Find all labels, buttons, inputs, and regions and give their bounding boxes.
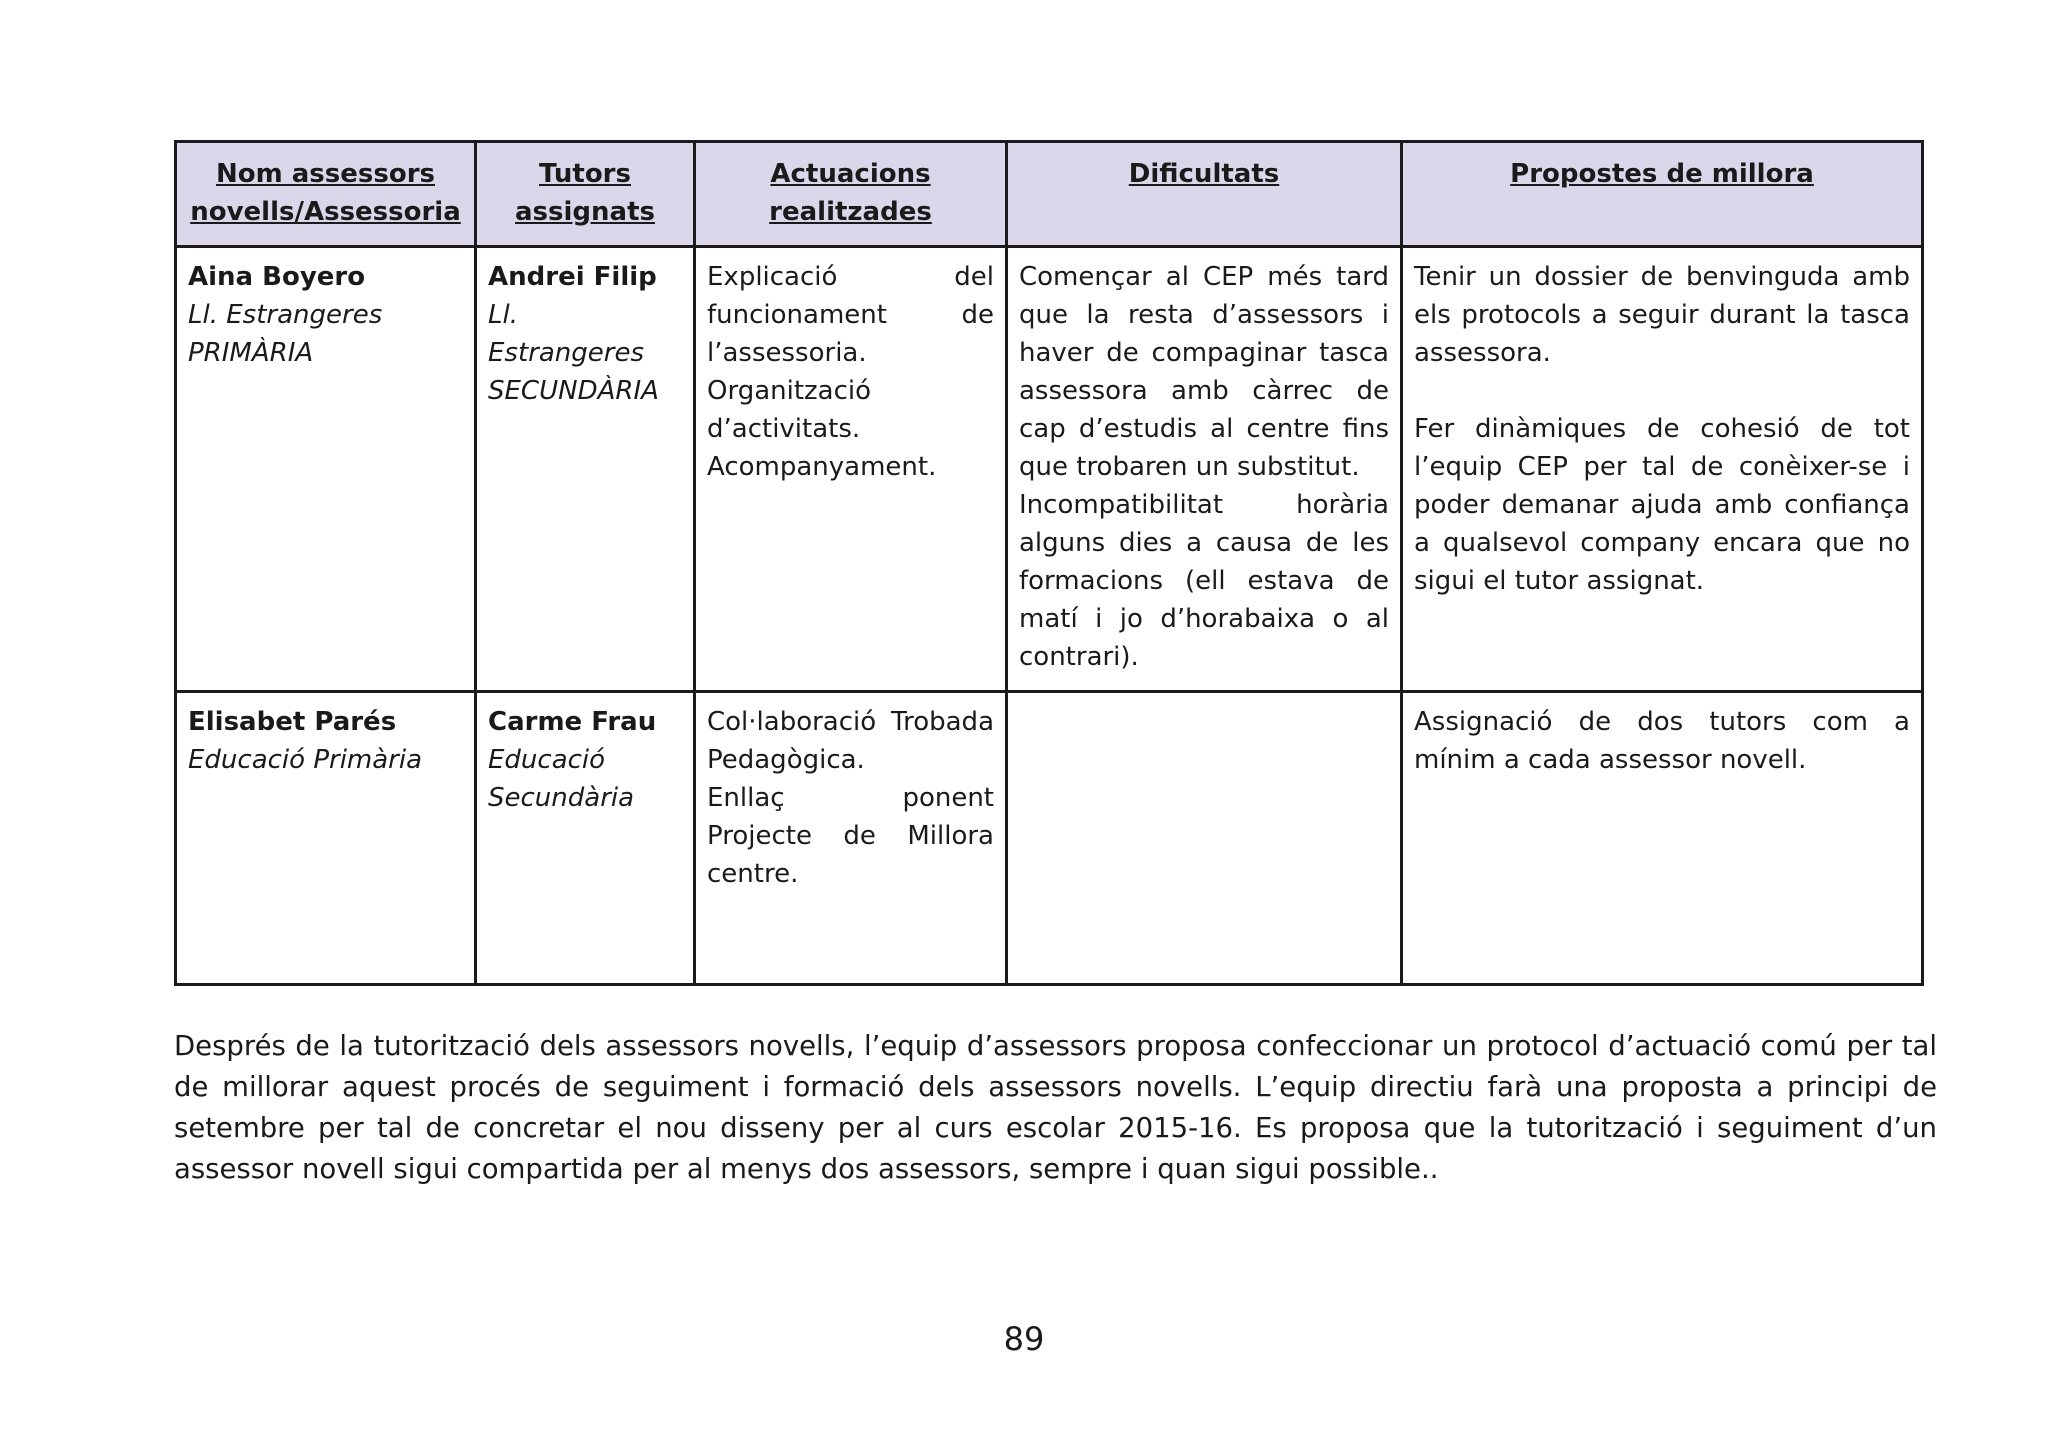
assessor-cell [176, 247, 476, 692]
tutor-cell [476, 247, 695, 692]
actuacio-item: Enllaç ponent Projecte de Millora centre. [707, 783, 994, 889]
actuacio-item: Col·laboració Trobada Pedagògica. [707, 707, 994, 775]
assessor-area: Ll. Estrangeres [188, 300, 383, 330]
tutor-name: Carme Frau [488, 707, 657, 737]
paragraph-gap [1414, 372, 1910, 410]
propostes-cell [1402, 247, 1923, 692]
tutor-area: Educació Secundària [488, 745, 635, 813]
dificultat-item: Començar al CEP més tard que la resta d’assessors i haver de compaginar tasca assessora amb càrrec de cap d’estudis al centre fins que trobaren un substitut. [1019, 262, 1389, 482]
actuacio-item: Acompanyament. [707, 452, 937, 482]
header-tutors-assignats: Tutors assignats [476, 142, 695, 247]
actuacions-cell [695, 247, 1007, 692]
table-header-row [176, 142, 1923, 247]
assessors-table [174, 140, 1924, 986]
actuacio-item: Organització d’activitats. [707, 376, 872, 444]
assessor-level: PRIMÀRIA [188, 338, 314, 368]
tutor-area: Ll. Estrangeres [488, 300, 644, 368]
proposta-item: Tenir un dossier de benvinguda amb els protocols a seguir durant la tasca assessora. [1414, 262, 1910, 368]
assessor-cell [176, 692, 476, 985]
tutor-cell [476, 692, 695, 985]
table-row [176, 692, 1923, 985]
header-dificultats: Dificultats [1007, 142, 1402, 247]
assessor-name: Aina Boyero [188, 262, 366, 292]
dificultat-item: Incompatibilitat horària alguns dies a causa de les formacions (ell estava de matí i jo d’horabaixa o al contrari). [1019, 490, 1389, 672]
header-actuacions: Actuacions realitzades [695, 142, 1007, 247]
page-number: 89 [1003, 1320, 1045, 1358]
dificultats-cell [1007, 247, 1402, 692]
proposta-item: Assignació de dos tutors com a mínim a cada assessor novell. [1414, 707, 1910, 775]
assessor-area: Educació Primària [188, 745, 423, 775]
actuacio-item: Explicació del funcionament de l’assessoria. [707, 262, 994, 368]
actuacions-cell [695, 692, 1007, 985]
tutor-name: Andrei Filip [488, 262, 657, 292]
header-nom-assessors: Nom assessors novells/Assessoria [176, 142, 476, 247]
assessor-name: Elisabet Parés [188, 707, 397, 737]
body-paragraph: Després de la tutorització dels assessors novells, l’equip d’assessors proposa confeccionar un protocol d’actuació comú per tal de millorar aquest procés de seguiment i formació dels assessors novells. L’equip directiu farà una proposta a principi de setembre per tal de concretar el nou disseny per al curs escolar 2015-16. Es proposa que la tutorització i seguiment d’un assessor novell sigui compartida per al menys dos assessors, sempre i quan sigui possible.. [174, 1030, 1937, 1185]
tutor-level: SECUNDÀRIA [488, 376, 659, 406]
header-propostes: Propostes de millora [1402, 142, 1923, 247]
proposta-item: Fer dinàmiques de cohesió de tot l’equip CEP per tal de conèixer-se i poder demanar ajuda amb confiança a qualsevol company encara que no sigui el tutor assignat. [1414, 414, 1910, 596]
propostes-cell [1402, 692, 1923, 985]
table-row [176, 247, 1923, 692]
dificultats-cell [1007, 692, 1402, 985]
